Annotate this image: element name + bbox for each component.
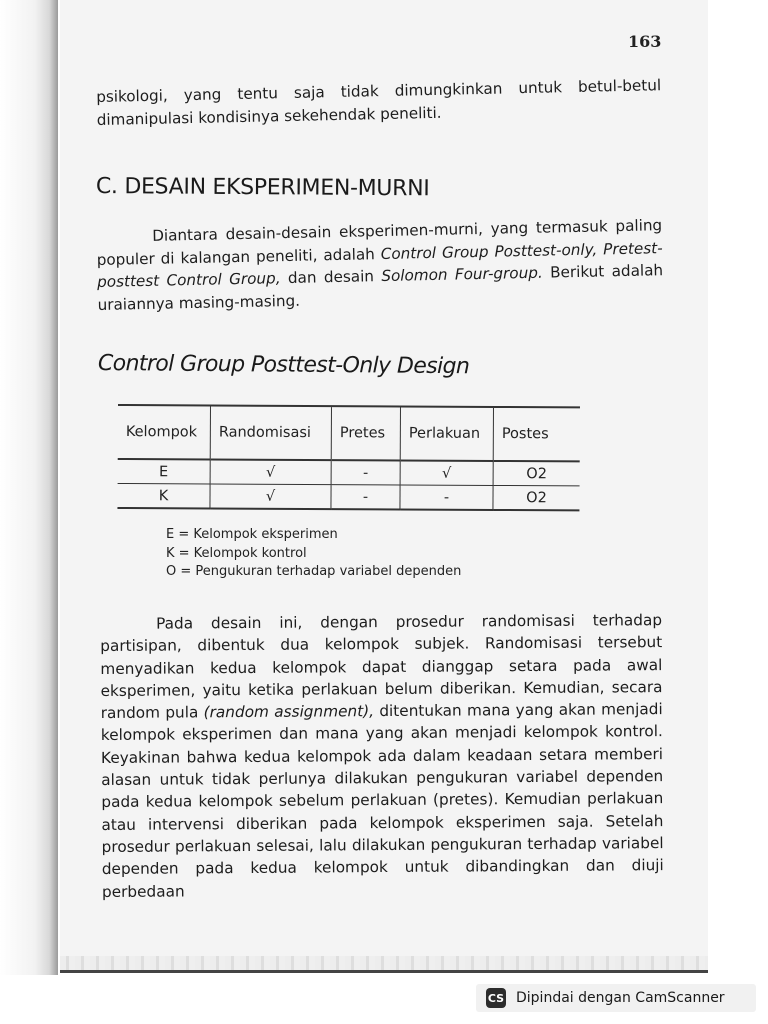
paragraph-3-text-a: Pada desain ini, dengan prosedur randomisasi terhadap partisipan, dibentuk dua kelompok subjek. Randomisasi tersebut menyadikan kedua kelompok dapat dianggap setara pada awal eksperimen, yaitu ketika perlakuan belum diberikan. Kemudian, secara random pula <box>100 611 663 723</box>
legend-item: K = Kelompok kontrol <box>166 545 307 561</box>
paragraph-2-text-a: Diantara desain-desain eksperimen-murni, yang termasuk paling populer di kalangan peneliti, adalah <box>96 216 663 269</box>
header-randomisasi: Randomisasi <box>210 405 331 460</box>
paragraph-3-italic: (random assignment), <box>203 702 375 722</box>
paragraph-2-italic-b: Solomon Four-group. <box>381 263 543 286</box>
paragraph-1: psikologi, yang tentu saja tidak dimungkinkan untuk betul-betul dimanipulasi kondisinya sekehendak peneliti. <box>96 76 662 129</box>
header-perlakuan: Perlakuan <box>400 406 493 460</box>
cell-pretes: - <box>331 460 400 485</box>
cell-postes: O2 <box>493 461 580 486</box>
scan-noise <box>60 956 708 970</box>
cell-kelompok: K <box>117 483 210 508</box>
cell-perlakuan: √ <box>400 460 493 485</box>
design-title: Control Group Posttest-Only Design <box>97 351 470 380</box>
paragraph-3 <box>100 609 664 903</box>
paragraph-2 <box>96 214 664 316</box>
legend-item: O = Pengukuran terhadap variabel dependen <box>166 564 462 579</box>
paragraph-2-text-c: Berikut adalah uraiannya masing-masing. <box>97 261 664 314</box>
table-row <box>117 483 579 510</box>
paragraph-3-text-b: ditentukan mana yang akan menjadi kelompok eksperimen dan mana yang akan menjadi kelompok kontrol. Keyakinan bahwa kedua kelompok ada dalam keadaan setara memberi alasan untuk tidak perlunya dilakukan pengukuran variabel dependen pada kedua kelompok sebelum perlakuan (pretes). Kemudian perlakuan atau intervensi diberikan pada kelompok eksperimen saja. Setelah prosedur perlakuan selesai, lalu dilakukan pengukuran terhadap variabel dependen pada kedua kelompok untuk dibandingkan dan diuji perbedaan <box>100 700 664 901</box>
page-number: 163 <box>628 32 662 51</box>
legend-item: E = Kelompok eksperimen <box>166 527 338 542</box>
cell-randomisasi: √ <box>210 484 331 509</box>
camscanner-logo-icon: CS <box>486 988 506 1008</box>
camscanner-watermark <box>476 984 756 1012</box>
cell-pretes: - <box>331 485 400 510</box>
page-edge-shadow <box>0 0 58 975</box>
cell-kelompok: E <box>118 459 211 484</box>
cell-perlakuan: - <box>400 485 493 510</box>
scanned-page <box>60 0 708 973</box>
header-postes: Postes <box>493 407 580 461</box>
cell-postes: O2 <box>493 485 580 510</box>
design-table <box>117 404 580 511</box>
section-heading: C. DESAIN EKSPERIMEN-MURNI <box>95 174 430 202</box>
camscanner-text: Dipindai dengan CamScanner <box>516 990 725 1006</box>
table-row <box>118 459 580 486</box>
header-pretes: Pretes <box>331 406 400 460</box>
header-kelompok: Kelompok <box>118 405 211 459</box>
cell-randomisasi: √ <box>210 459 331 484</box>
table-legend <box>166 526 461 582</box>
paragraph-2-italic-a: Control Group Posttest-only, Pretest-posttest Control Group, <box>96 238 663 291</box>
table-header-row <box>118 405 580 461</box>
paragraph-2-text-b: dan desain <box>280 267 382 288</box>
